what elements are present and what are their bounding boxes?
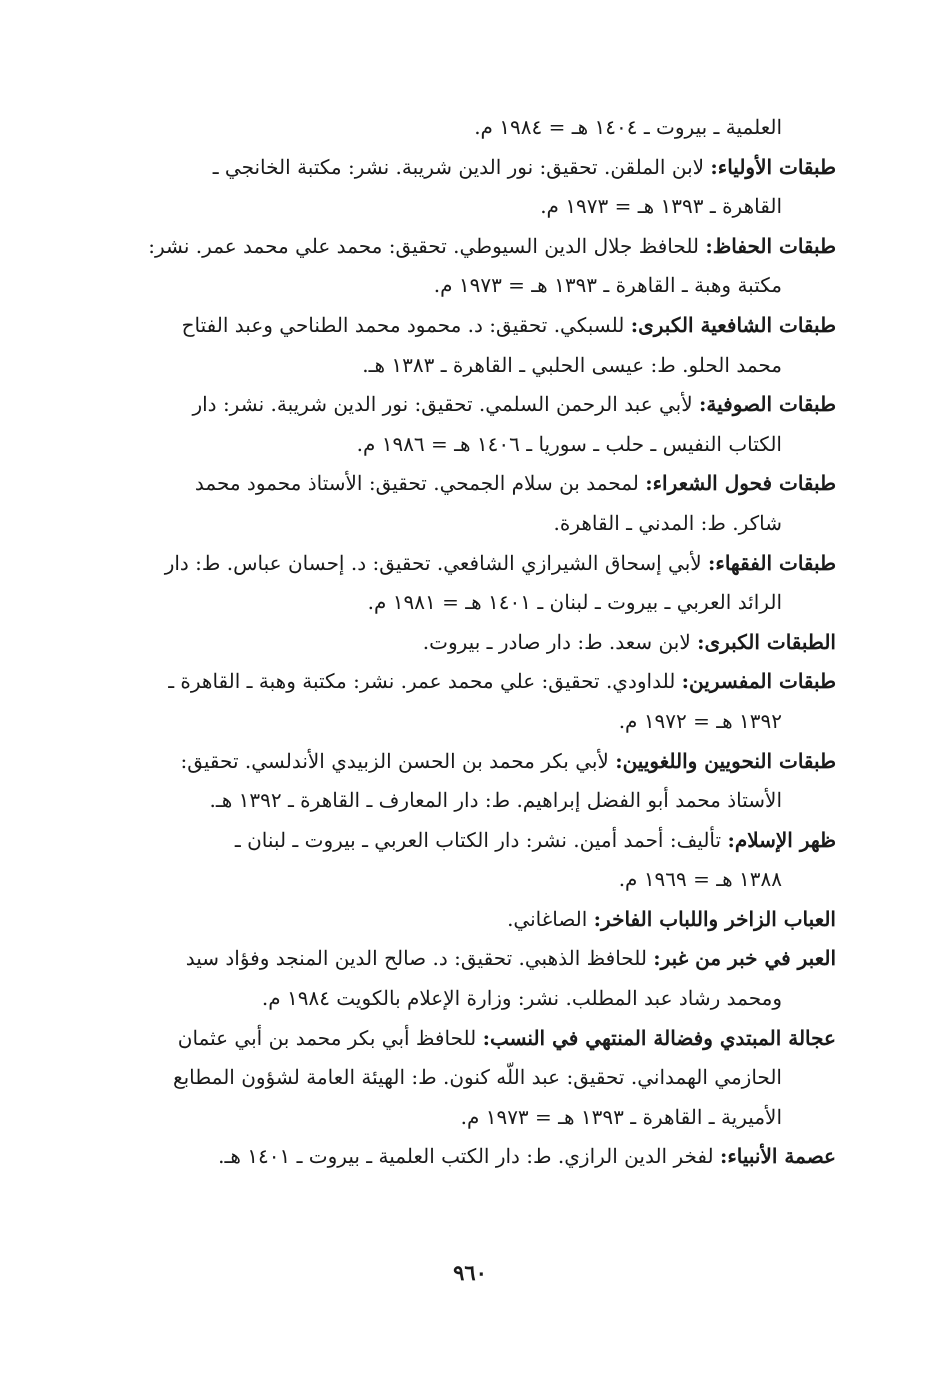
entry-title: ظهر الإسلام: bbox=[727, 827, 836, 852]
entry-text: الرائد العربي ـ بيروت ـ لبنان ـ ١٤٠١ هـ = ١٩٨١ م. bbox=[367, 590, 782, 615]
entry-line bbox=[80, 662, 836, 702]
entry-line bbox=[80, 781, 836, 821]
entry-text: لفخر الدين الرازي. ط: دار الكتب العلمية ـ بيروت ـ ١٤٠١ هـ. bbox=[218, 1144, 720, 1169]
entry-text: الكتاب النفيس ـ حلب ـ سوريا ـ ١٤٠٦ هـ = ١٩٨٦ م. bbox=[356, 431, 782, 456]
entry-line bbox=[80, 583, 836, 623]
entry-line bbox=[80, 1058, 836, 1098]
entry-line bbox=[80, 900, 836, 940]
bibliography-entry bbox=[80, 148, 836, 227]
entry-text: للداودي. تحقيق: علي محمد عمر. نشر: مكتبة وهبة ـ القاهرة ـ bbox=[168, 669, 682, 694]
entry-title: طبقات الصوفية: bbox=[699, 392, 836, 417]
bibliography-entry bbox=[80, 108, 836, 148]
entry-line bbox=[80, 148, 836, 188]
entry-text: لأبي عبد الرحمن السلمي. تحقيق: نور الدين شريبة. نشر: دار bbox=[192, 392, 700, 417]
entry-line bbox=[80, 306, 836, 346]
entry-line bbox=[80, 464, 836, 504]
entry-line bbox=[80, 266, 836, 306]
entry-title: طبقات الحفاظ: bbox=[705, 233, 836, 258]
bibliography-entry bbox=[80, 227, 836, 306]
entry-title: العباب الزاخر واللباب الفاخر: bbox=[593, 906, 836, 931]
entry-text: لمحمد بن سلام الجمحي. تحقيق: الأستاذ محمود محمد bbox=[194, 471, 646, 496]
entry-title: عجالة المبتدي وفضالة المنتهي في النسب: bbox=[482, 1025, 836, 1050]
bibliography-entry bbox=[80, 662, 836, 741]
entry-line bbox=[80, 108, 836, 148]
entry-title: طبقات الشافعية الكبرى: bbox=[630, 312, 836, 337]
entry-title: العبر في خبر من غبر: bbox=[653, 946, 836, 971]
bibliography-entry bbox=[80, 464, 836, 543]
entry-title: طبقات المفسرين: bbox=[681, 669, 836, 694]
entry-line bbox=[80, 1137, 836, 1177]
entry-line bbox=[80, 702, 836, 742]
entry-text: ومحمد رشاد عبد المطلب. نشر: وزارة الإعلام بالكويت ١٩٨٤ م. bbox=[261, 986, 782, 1011]
entry-title: طبقات النحويين واللغويين: bbox=[615, 748, 836, 773]
entry-text: لابن سعد. ط: دار صادر ـ بيروت. bbox=[422, 629, 698, 654]
entry-text: لأبي إسحاق الشيرازي الشافعي. تحقيق: د. إحسان عباس. ط: دار bbox=[164, 550, 709, 575]
bibliography-entry bbox=[80, 544, 836, 623]
entry-line bbox=[80, 821, 836, 861]
entry-line bbox=[80, 623, 836, 663]
bibliography-entry bbox=[80, 939, 836, 1018]
entry-line bbox=[80, 939, 836, 979]
entry-line bbox=[80, 1019, 836, 1059]
entry-line bbox=[80, 979, 836, 1019]
entry-line bbox=[80, 1098, 836, 1138]
bibliography-entry bbox=[80, 385, 836, 464]
entry-text: لأبي بكر محمد بن الحسن الزبيدي الأندلسي. تحقيق: bbox=[180, 748, 616, 773]
entry-text: العلمية ـ بيروت ـ ١٤٠٤ هـ = ١٩٨٤ م. bbox=[474, 115, 782, 139]
entry-text: للحافظ جلال الدين السيوطي. تحقيق: محمد علي محمد عمر. نشر: bbox=[148, 233, 706, 258]
entry-text: الصاغاني. bbox=[507, 906, 594, 931]
entry-text: الأميرية ـ القاهرة ـ ١٣٩٣ هـ = ١٩٧٣ م. bbox=[460, 1104, 782, 1129]
bibliography-entry bbox=[80, 623, 836, 663]
entry-line bbox=[80, 425, 836, 465]
entry-title: الطبقات الكبرى: bbox=[697, 629, 836, 654]
bibliography-entry bbox=[80, 1019, 836, 1138]
bibliography-entry bbox=[80, 742, 836, 821]
entry-text: شاكر. ط: المدني ـ القاهرة. bbox=[553, 510, 782, 535]
entry-line bbox=[80, 504, 836, 544]
bibliography-entry bbox=[80, 306, 836, 385]
entry-title: عصمة الأنبياء: bbox=[719, 1144, 836, 1169]
entry-text: ١٣٩٢ هـ = ١٩٧٢ م. bbox=[618, 708, 782, 733]
entry-text: للحافظ الذهبي. تحقيق: د. صالح الدين المنجد وفؤاد سيد bbox=[185, 946, 654, 971]
entry-line bbox=[80, 227, 836, 267]
entry-line bbox=[80, 544, 836, 584]
entry-text: القاهرة ـ ١٣٩٣ هـ = ١٩٧٣ م. bbox=[540, 194, 782, 219]
entry-title: طبقات فحول الشعراء: bbox=[645, 471, 836, 496]
bibliography-entry bbox=[80, 900, 836, 940]
entry-text: للسبكي. تحقيق: د. محمود محمد الطناحي وعبد الفتاح bbox=[181, 312, 631, 337]
entry-text: محمد الحلو. ط: عيسى الحلبي ـ القاهرة ـ ١٣٨٣ هـ. bbox=[362, 352, 782, 377]
bibliography-page bbox=[80, 108, 836, 1177]
entry-text: ١٣٨٨ هـ = ١٩٦٩ م. bbox=[618, 867, 782, 892]
entry-line bbox=[80, 860, 836, 900]
entry-text: الأستاذ محمد أبو الفضل إبراهيم. ط: دار المعارف ـ القاهرة ـ ١٣٩٢ هـ. bbox=[209, 788, 782, 813]
entry-text: لابن الملقن. تحقيق: نور الدين شريبة. نشر: مكتبة الخانجي ـ bbox=[212, 154, 711, 179]
entry-text: تأليف: أحمد أمين. نشر: دار الكتاب العربي ـ بيروت ـ لبنان ـ bbox=[234, 827, 728, 852]
bibliography-entry bbox=[80, 1137, 836, 1177]
entry-text: مكتبة وهبة ـ القاهرة ـ ١٣٩٣ هـ = ١٩٧٣ م. bbox=[433, 273, 782, 298]
entry-line bbox=[80, 742, 836, 782]
entry-text: للحافظ أبي بكر محمد بن أبي عثمان bbox=[177, 1025, 483, 1050]
bibliography-entry bbox=[80, 821, 836, 900]
page-number: ٩٦٠ bbox=[453, 1260, 487, 1285]
entry-line bbox=[80, 346, 836, 386]
entry-title: طبقات الفقهاء: bbox=[708, 550, 836, 575]
entry-line bbox=[80, 385, 836, 425]
entry-line bbox=[80, 187, 836, 227]
entry-title: طبقات الأولياء: bbox=[710, 154, 836, 179]
entry-text: الحازمي الهمداني. تحقيق: عبد اللّه كنون. ط: الهيئة العامة لشؤون المطابع bbox=[172, 1065, 782, 1090]
